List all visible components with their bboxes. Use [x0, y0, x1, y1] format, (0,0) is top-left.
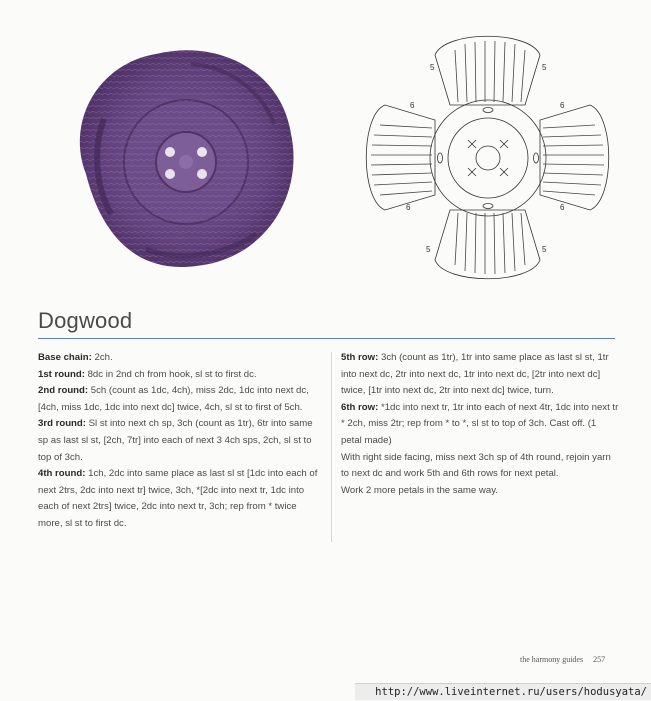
instruction-paragraph: With right side facing, miss next 3ch sp of 4th round, rejoin yarn to next dc and work 5th and 6th rows for next petal. [341, 451, 611, 480]
instruction-paragraph: 3rd round: Sl st into next ch sp, 3ch (count as 1tr), 6tr into same sp as last sl st, [2ch, 7tr] into each of next 3 4ch sps, 2ch, sl st to top of 3ch. [38, 418, 313, 463]
source-url[interactable]: http://www.liveinternet.ru/users/hodusyata/ [355, 683, 651, 700]
column-divider [331, 352, 332, 542]
round-label: 5 [542, 63, 547, 72]
instruction-paragraph: 6th row: *1dc into next tr, 1tr into each of next 4tr, 1dc into next tr * 2ch, miss 2tr; rep from * to *, sl st to top of 3ch. Cast off. (1 petal made) [341, 401, 619, 446]
round-label: 5 [542, 245, 547, 254]
instructions-left-column [38, 350, 320, 533]
round-label: 6 [406, 203, 411, 212]
page-title: Dogwood [38, 308, 133, 333]
page-number: 257 [593, 655, 606, 664]
book-title: the harmony guides [520, 655, 584, 664]
instruction-paragraph: 1st round: 8dc in 2nd ch from hook, sl st to first dc. [38, 368, 257, 380]
round-label: 5 [426, 245, 431, 254]
instruction-paragraph: 2nd round: 5ch (count as 1dc, 4ch), miss 2dc, 1dc into next dc, [4ch, miss 1dc, 1dc into next dc] twice, 4ch, sl st to first of 5ch. [38, 385, 309, 413]
instruction-paragraph: Work 2 more petals in the same way. [341, 484, 498, 496]
round-label: 5 [430, 63, 435, 72]
round-label: 6 [410, 101, 415, 110]
crochet-chart-diagram [360, 30, 615, 285]
page-footer [520, 655, 605, 664]
instruction-paragraph: 5th row: 3ch (count as 1tr), 1tr into same place as last sl st, 1tr into next dc, 2tr into next dc, 1tr into next dc, [2tr into next dc] twice, [1tr into next dc, 2tr into next dc] twice, turn. [341, 352, 609, 397]
round-label: 6 [560, 203, 565, 212]
round-label: 6 [560, 101, 565, 110]
title-rule [38, 338, 615, 339]
instruction-paragraph: 4th round: 1ch, 2dc into same place as last sl st [1dc into each of next 2trs, 2dc into next tr] twice, 3ch, *[2dc into next tr, 1dc into each of next 2trs] twice, 2dc into next tr, 3ch; rep from * twice more, sl st to first dc. [38, 468, 318, 529]
crochet-flower-photo [66, 44, 296, 274]
instruction-paragraph: Base chain: 2ch. [38, 352, 113, 363]
instructions-right-column [341, 350, 619, 499]
